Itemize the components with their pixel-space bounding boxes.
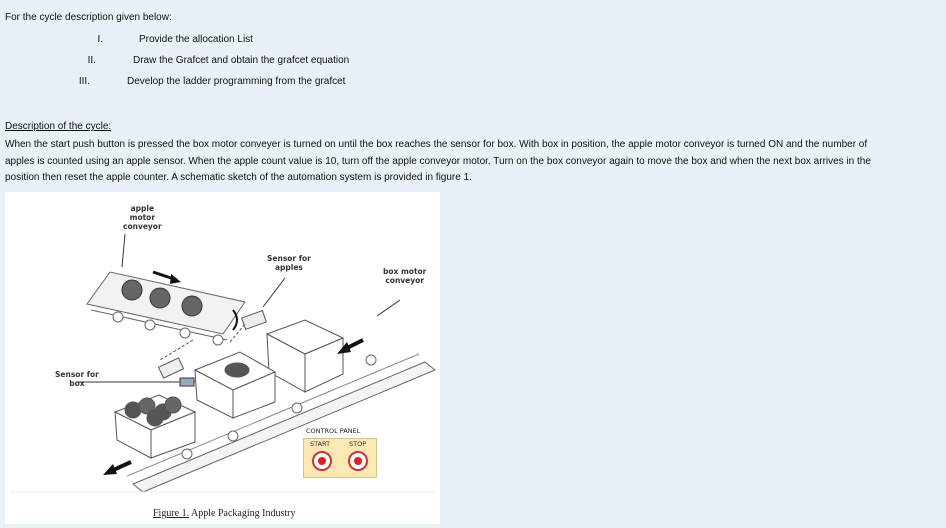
start-label: START <box>310 440 331 448</box>
description-line: position then reset the apple counter. A schematic sketch of the automation system is provided in figure 1. <box>5 172 472 183</box>
full-box <box>115 395 195 458</box>
box-conveyor-label: box motor conveyor <box>383 267 427 285</box>
task-text: Provide the allocation List <box>139 34 253 45</box>
control-panel <box>303 438 377 478</box>
description-line: apples is counted using an apple sensor. When the apple count value is 10, turn off the apple conveyor motor. Turn on the box conveyor again to move the box and when the next box arrives in the <box>5 155 871 167</box>
sensor-apples-label: Sensor for apples <box>267 254 311 272</box>
task-number: I. <box>97 34 103 45</box>
task-text: Develop the ladder programming from the grafcet <box>127 76 346 87</box>
task-number: III. <box>78 76 90 87</box>
empty-box <box>267 320 343 392</box>
description-heading: Description of the cycle: <box>5 121 112 132</box>
sensor-box-label: Sensor for box <box>55 370 99 388</box>
stop-button[interactable] <box>348 451 368 471</box>
start-button[interactable] <box>312 451 332 471</box>
schematic-figure <box>5 192 440 524</box>
control-panel-title: CONTROL PANEL <box>306 427 361 435</box>
task-number: II. <box>87 55 96 66</box>
apple-conveyor-label: apple motor conveyor <box>123 204 162 231</box>
figure-caption: Figure 1. Apple Packaging Industry <box>153 508 296 519</box>
description-line: When the start push button is pressed the box motor conveyer is turned on until the box reaches the sensor for box. With box in position, the apple motor conveyor is turned ON and the number of <box>5 139 868 150</box>
description-paragraph <box>5 137 940 187</box>
task-text: Draw the Grafcet and obtain the grafcet equation <box>133 55 350 66</box>
stop-label: STOP <box>349 440 367 448</box>
intro-text: For the cycle description given below: <box>5 12 172 23</box>
box-being-filled <box>195 352 275 418</box>
apple-conveyor-belt <box>87 272 245 345</box>
